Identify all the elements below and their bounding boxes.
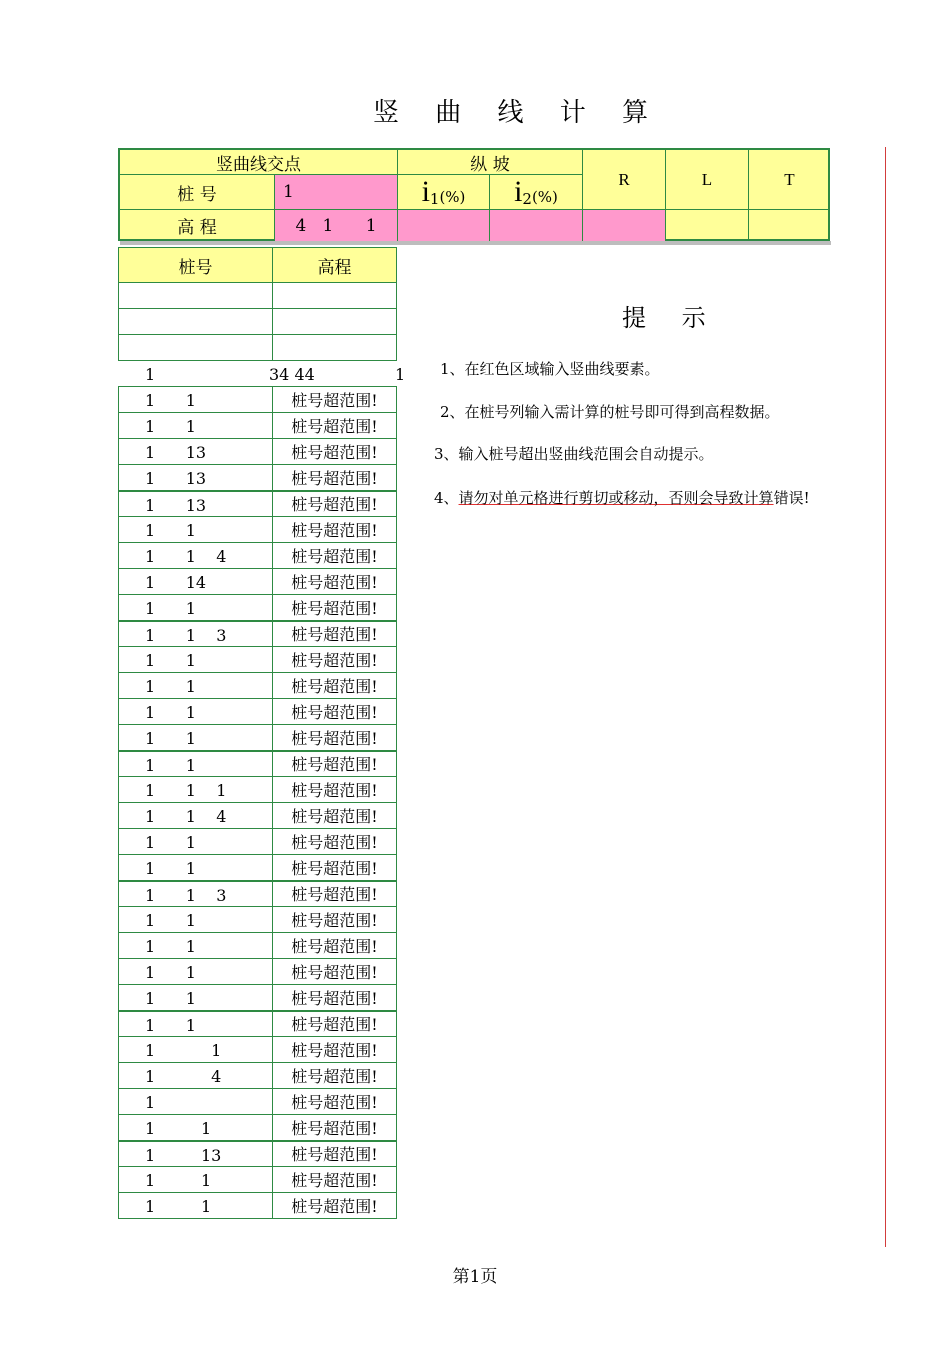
stake-cell[interactable]	[119, 1011, 273, 1037]
t-header: T	[749, 150, 830, 210]
table-row	[119, 1141, 397, 1167]
table-row	[119, 1193, 397, 1219]
table-row	[119, 985, 397, 1011]
elev-cell: 桩号超范围!	[273, 829, 397, 855]
stake-cell[interactable]	[119, 439, 273, 465]
table-row	[119, 647, 397, 673]
stake-value: 1 13	[145, 469, 207, 488]
elev-cell: 桩号超范围!	[273, 1193, 397, 1219]
stake-cell[interactable]	[119, 1141, 273, 1167]
elev-cell: 桩号超范围!	[273, 1011, 397, 1037]
stake-value: 1 1	[145, 833, 196, 852]
page-boundary-line	[885, 147, 886, 1247]
stake-cell[interactable]	[119, 335, 273, 361]
table-row	[119, 751, 397, 777]
stake-cell[interactable]	[119, 673, 273, 699]
table-row	[119, 803, 397, 829]
table-row	[119, 1089, 397, 1115]
i1-input[interactable]	[398, 210, 490, 241]
stake-value: 1 1	[145, 859, 196, 878]
stake-cell[interactable]	[119, 699, 273, 725]
stake-value: 1 1 4	[145, 547, 227, 566]
stake-value: 1 1	[145, 911, 196, 930]
table-row	[119, 777, 397, 803]
table-row	[119, 569, 397, 595]
elev-cell: 桩号超范围!	[273, 621, 397, 647]
i1-letter: i	[421, 175, 430, 208]
stake-value: 1 1 3	[145, 625, 227, 645]
stake-cell[interactable]	[119, 777, 273, 803]
elev-cell: 桩号超范围!	[273, 907, 397, 933]
elev-cell: 桩号超范围!	[273, 543, 397, 569]
stake-value: 1 1	[145, 1197, 212, 1216]
stake-value: 1 1	[145, 599, 196, 618]
r-input[interactable]	[583, 210, 666, 241]
elev-cell: 桩号超范围!	[273, 1037, 397, 1063]
stake-value: 1 1	[145, 1041, 222, 1060]
stake-cell[interactable]	[119, 829, 273, 855]
stake-cell[interactable]	[119, 491, 273, 517]
elev-cell: 桩号超范围!	[273, 1063, 397, 1089]
elev-cell: 桩号超范围!	[273, 439, 397, 465]
tip-4-warning: 请勿对单元格进行剪切或移动，否则会导致计算	[458, 489, 774, 507]
table-row	[119, 959, 397, 985]
stake-value: 1 13	[145, 495, 207, 515]
i2-input[interactable]	[490, 210, 583, 241]
elevation-table	[118, 247, 397, 1219]
stake-cell[interactable]	[119, 855, 273, 881]
stake-cell[interactable]	[119, 387, 273, 413]
elev-cell	[273, 283, 397, 309]
elev-cell: 桩号超范围!	[273, 491, 397, 517]
stake-value: 1 1	[145, 937, 196, 956]
stake-cell[interactable]	[119, 1089, 273, 1115]
table-row	[119, 543, 397, 569]
stake-cell[interactable]	[119, 803, 273, 829]
i1-subscript: 1	[429, 190, 440, 208]
table-row	[119, 933, 397, 959]
tip-3: 3、输入桩号超出竖曲线范围会自动提示。	[434, 445, 714, 463]
tips-title: 提 示	[622, 304, 720, 332]
table-shadow	[120, 241, 831, 245]
stake-value: 1 1	[145, 755, 196, 775]
stake-cell[interactable]	[119, 907, 273, 933]
elev-cell: 桩号超范围!	[273, 1115, 397, 1141]
i2-header	[490, 175, 583, 210]
grade-header: 纵 坡	[398, 150, 583, 175]
elev-cell: 桩号超范围!	[273, 933, 397, 959]
table-row	[119, 907, 397, 933]
i2-unit: (%)	[531, 188, 558, 206]
stray-value: 1	[395, 365, 406, 384]
r-header: R	[583, 150, 666, 210]
stake-value: 1 1	[145, 521, 196, 540]
page-footer: 第1页	[452, 1267, 498, 1287]
table-row	[119, 1167, 397, 1193]
elev-cell: 桩号超范围!	[273, 517, 397, 543]
stake-value: 1 1	[145, 651, 196, 670]
stake-cell[interactable]	[119, 309, 273, 335]
elev-cell: 桩号超范围!	[273, 855, 397, 881]
elev-cell: 桩号超范围!	[273, 569, 397, 595]
stake-value: 1 1 1	[145, 781, 227, 800]
table-row	[119, 517, 397, 543]
elev-cell: 桩号超范围!	[273, 985, 397, 1011]
elev-cell: 桩号超范围!	[273, 387, 397, 413]
table-row	[119, 725, 397, 751]
elev-cell: 桩号超范围!	[273, 647, 397, 673]
stake-value: 1 1	[145, 1171, 212, 1190]
stake-cell[interactable]	[119, 985, 273, 1011]
stake-value: 1 1	[145, 703, 196, 722]
stake-cell[interactable]	[119, 959, 273, 985]
table-row	[119, 855, 397, 881]
stake-cell[interactable]	[119, 465, 273, 491]
stake-value: 1 1	[145, 677, 196, 696]
stake-value: 1 1	[145, 989, 196, 1008]
stake-value: 1 13	[145, 1145, 222, 1165]
stake-cell[interactable]	[119, 621, 273, 647]
i1-unit: (%)	[439, 188, 466, 206]
col-elev-header: 高程	[273, 248, 397, 283]
stake-value: 1 1	[145, 963, 196, 982]
elev-value: 34 44	[269, 365, 315, 384]
tip-4-suffix: 错误!	[773, 489, 810, 507]
col-stake-header: 桩号	[119, 248, 273, 283]
table-row	[119, 1063, 397, 1089]
stake-cell[interactable]	[119, 517, 273, 543]
stake-cell[interactable]	[119, 1193, 273, 1219]
i1-header	[398, 175, 490, 210]
stake-cell[interactable]	[119, 1115, 273, 1141]
l-header: L	[666, 150, 749, 210]
elev-cell	[273, 335, 397, 361]
table-row	[119, 881, 397, 907]
stake-cell[interactable]	[119, 1063, 273, 1089]
tip-2: 2、在桩号列输入需计算的桩号即可得到高程数据。	[440, 403, 780, 421]
stake-value: 1 4	[145, 1067, 222, 1086]
stake-cell[interactable]	[119, 361, 315, 387]
elev-label: 高 程	[120, 210, 275, 241]
elev-cell: 桩号超范围!	[273, 1089, 397, 1115]
elev-cell: 桩号超范围!	[273, 959, 397, 985]
table-row	[119, 1037, 397, 1063]
stake-cell[interactable]	[119, 881, 273, 907]
stake-value: 1 1	[145, 729, 196, 748]
table-row	[119, 491, 397, 517]
stake-cell[interactable]	[119, 647, 273, 673]
table-row	[119, 465, 397, 491]
l-output	[666, 210, 749, 241]
elev-cell	[273, 309, 397, 335]
i2-letter: i	[514, 175, 523, 208]
stake-value: 1 1 3	[145, 885, 227, 905]
elev-cell: 桩号超范围!	[273, 413, 397, 439]
stake-value: 1 13	[145, 443, 207, 462]
stake-cell[interactable]	[119, 569, 273, 595]
elev-cell: 桩号超范围!	[273, 595, 397, 621]
elev-cell: 桩号超范围!	[273, 1167, 397, 1193]
elev-input[interactable]: 4 1 1	[275, 210, 398, 241]
table-row	[119, 439, 397, 465]
page-title: 竖 曲 线 计 算	[372, 98, 663, 128]
stake-cell[interactable]	[119, 1167, 273, 1193]
table-row	[119, 829, 397, 855]
table-row	[119, 387, 397, 413]
elev-cell: 桩号超范围!	[273, 465, 397, 491]
stake-value: 1	[145, 1093, 156, 1112]
stake-cell[interactable]	[119, 1037, 273, 1063]
table-row	[119, 699, 397, 725]
elev-cell: 桩号超范围!	[273, 725, 397, 751]
stake-value: 1 1	[145, 417, 196, 436]
intersection-header: 竖曲线交点	[120, 150, 398, 175]
table-row	[119, 413, 397, 439]
elev-cell: 桩号超范围!	[273, 751, 397, 777]
elev-cell: 桩号超范围!	[273, 673, 397, 699]
stake-value: 1 1	[145, 391, 196, 410]
table-row	[119, 1011, 397, 1037]
stake-cell[interactable]	[119, 413, 273, 439]
stake-value: 1 1	[145, 1119, 212, 1138]
stake-cell[interactable]	[119, 933, 273, 959]
table-row	[119, 673, 397, 699]
stake-value: 1 1	[145, 1015, 196, 1035]
stake-label: 桩 号	[120, 175, 275, 210]
elev-cell: 桩号超范围!	[273, 777, 397, 803]
stake-cell[interactable]	[119, 751, 273, 777]
i2-subscript: 2	[522, 190, 532, 208]
stake-cell[interactable]	[119, 543, 273, 569]
stake-cell[interactable]	[119, 283, 273, 309]
elev-cell: 桩号超范围!	[273, 699, 397, 725]
stake-cell[interactable]	[119, 725, 273, 751]
tip-4	[434, 487, 810, 508]
elev-cell: 桩号超范围!	[273, 1141, 397, 1167]
stake-input[interactable]: 1	[275, 175, 398, 210]
stake-value: 1 1 4	[145, 807, 227, 826]
t-output	[749, 210, 830, 241]
tip-4-prefix: 4、	[434, 489, 459, 507]
elev-cell: 桩号超范围!	[273, 881, 397, 907]
stake-value: 1	[145, 365, 156, 384]
table-row	[119, 621, 397, 647]
table-row	[119, 595, 397, 621]
curve-parameter-table	[118, 148, 830, 241]
stake-value: 1 14	[145, 573, 207, 592]
elev-cell: 桩号超范围!	[273, 803, 397, 829]
tip-1: 1、在红色区域输入竖曲线要素。	[440, 360, 660, 378]
stake-cell[interactable]	[119, 595, 273, 621]
table-row	[119, 1115, 397, 1141]
